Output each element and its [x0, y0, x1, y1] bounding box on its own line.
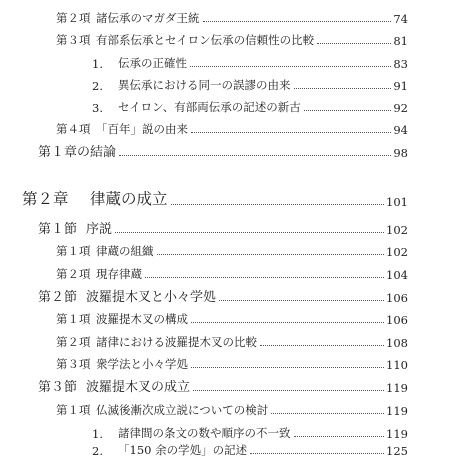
entry-number: 第４項	[56, 122, 91, 136]
toc-entry	[56, 10, 408, 26]
entry-title: 諸律における波羅提木叉の比較	[96, 335, 257, 349]
toc-section-entry	[38, 377, 408, 395]
entry-number: 第１項	[56, 244, 91, 258]
toc-entry	[92, 77, 408, 93]
entry-number: 第３節	[38, 380, 78, 395]
page-number: 102	[386, 245, 408, 259]
page-number: 83	[393, 57, 408, 71]
leader-dots	[119, 155, 391, 156]
leader-dots	[171, 204, 385, 205]
page-number: 119	[386, 381, 408, 395]
leader-dots	[115, 232, 384, 233]
toc-entry	[92, 99, 408, 115]
leader-dots	[250, 453, 384, 454]
toc-section-entry	[38, 287, 408, 305]
entry-title: 波羅提木叉と小々学処	[86, 290, 217, 305]
entry-title: 諸伝承のマガダ王統	[96, 11, 200, 25]
entry-title: 現存律蔵	[96, 267, 142, 281]
leader-dots	[294, 88, 392, 89]
leader-dots	[190, 66, 391, 67]
leader-dots	[145, 277, 384, 278]
toc-entry	[56, 311, 408, 327]
entry-number: 第２項	[56, 335, 91, 349]
entry-title: 「150 余の学処」の記述	[118, 443, 248, 457]
page-number: 106	[386, 291, 408, 305]
toc-chapter-entry	[22, 187, 408, 209]
page-number: 119	[386, 404, 408, 418]
entry-title: 諸律間の条文の数や順序の不一致	[118, 426, 291, 440]
page-number: 74	[393, 12, 408, 26]
leader-dots	[271, 413, 384, 414]
toc-entry	[92, 442, 408, 458]
entry-title: セイロン、有部両伝承の記述の新古	[118, 100, 301, 114]
page-number: 106	[386, 313, 408, 327]
entry-number: 第２項	[56, 11, 91, 25]
leader-dots	[317, 43, 391, 44]
entry-number: 第２節	[38, 290, 78, 305]
toc-entry	[56, 32, 408, 48]
page-number: 101	[386, 195, 408, 209]
toc-entry	[56, 243, 408, 259]
page-number: 94	[393, 123, 408, 137]
toc-entry	[56, 334, 408, 350]
entry-title: 伝承の正確性	[118, 56, 187, 70]
entry-number: 2.	[92, 444, 103, 458]
entry-title: 「百年」説の由来	[96, 122, 188, 136]
toc-entry	[56, 266, 408, 282]
entry-title: 仏滅後漸次成立説についての検討	[96, 403, 269, 417]
entry-number: 第１項	[56, 312, 91, 326]
entry-number: 1.	[92, 427, 103, 441]
leader-dots	[294, 436, 385, 437]
toc-conclusion-entry	[38, 142, 408, 160]
page-number: 91	[393, 79, 408, 93]
page-number: 110	[386, 358, 408, 372]
toc-entry	[56, 356, 408, 372]
leader-dots	[191, 367, 384, 368]
entry-number: 2.	[92, 79, 103, 93]
entry-number: 1.	[92, 57, 103, 71]
toc-entry	[92, 55, 408, 71]
toc-entry	[92, 425, 408, 441]
leader-dots	[191, 132, 391, 133]
leader-dots	[191, 322, 384, 323]
entry-number: 3.	[92, 101, 103, 115]
page-number: 119	[386, 427, 408, 441]
entry-number: 第２項	[56, 267, 91, 281]
leader-dots	[304, 110, 392, 111]
toc-section-entry	[38, 219, 408, 237]
entry-number: 第１項	[56, 403, 91, 417]
page-number: 81	[393, 34, 408, 48]
entry-title: 序説	[86, 222, 113, 237]
entry-title: 有部系伝承とセイロン伝承の信頼性の比較	[96, 33, 315, 47]
page-number: 104	[386, 268, 408, 282]
leader-dots	[260, 345, 384, 346]
toc-entry	[56, 402, 408, 418]
entry-number: 第１節	[38, 222, 78, 237]
leader-dots	[219, 300, 384, 301]
leader-dots	[157, 254, 385, 255]
page-number: 108	[386, 336, 408, 350]
entry-number: 第３項	[56, 33, 91, 47]
toc-entry	[56, 121, 408, 137]
page-number: 98	[393, 146, 408, 160]
page-number: 92	[393, 101, 408, 115]
leader-dots	[203, 21, 392, 22]
entry-title: 第１章の結論	[38, 145, 117, 160]
entry-title: 衆学法と小々学処	[96, 357, 188, 371]
entry-title: 波羅提木叉の成立	[86, 380, 191, 395]
page-number: 102	[386, 223, 408, 237]
entry-number: 第３項	[56, 357, 91, 371]
entry-title: 律蔵の組織	[96, 244, 154, 258]
entry-title: 波羅提木叉の構成	[96, 312, 188, 326]
entry-title: 異伝承における同一の誤謬の由来	[118, 78, 291, 92]
page-number: 125	[386, 444, 408, 458]
leader-dots	[193, 390, 384, 391]
entry-number: 第２章	[22, 190, 69, 208]
entry-title: 律蔵の成立	[90, 190, 168, 208]
